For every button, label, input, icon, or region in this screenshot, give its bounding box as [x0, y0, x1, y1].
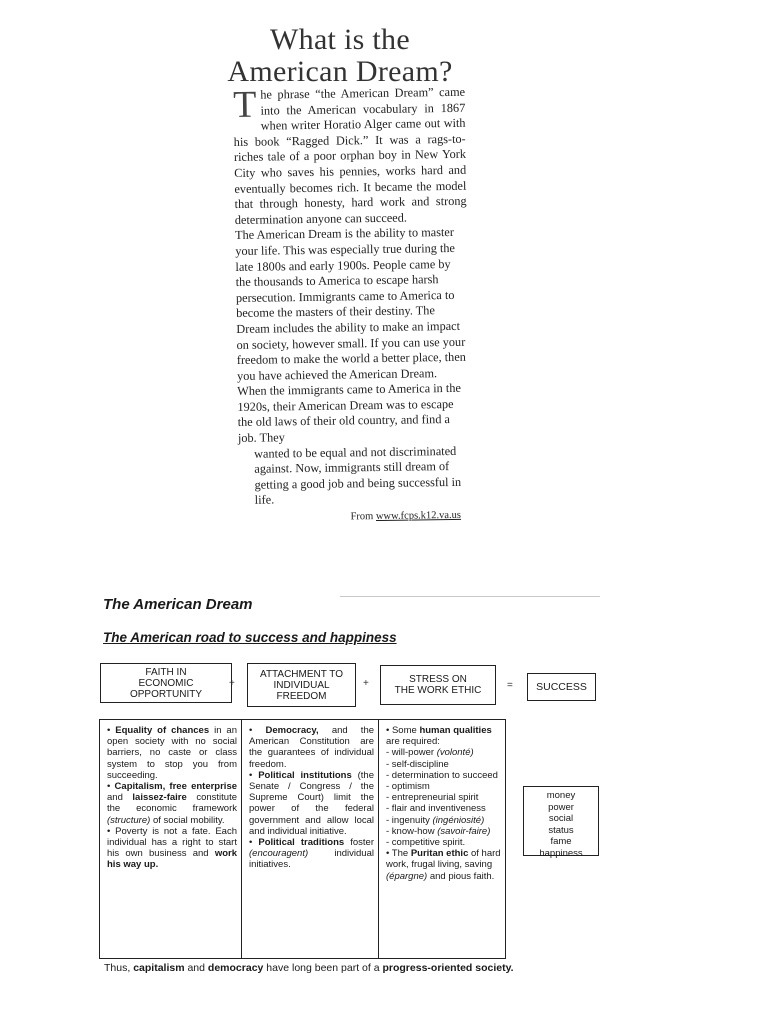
col1-text: in an open society with no social barriers, no caste or class system to stop you from succeeding.	[107, 725, 237, 781]
col1-text: and	[107, 792, 123, 804]
col1-text: of social mobility.	[152, 814, 225, 826]
plus-sign: +	[363, 678, 369, 689]
column-individual-freedom	[241, 719, 378, 959]
quality-optimism: - optimism	[386, 781, 430, 793]
box-faith-line-3: OPPORTUNITY	[129, 688, 203, 700]
quality-self-discipline: - self-discipline	[386, 758, 449, 770]
box-freedom-line-2: INDIVIDUAL	[273, 679, 330, 691]
col3-bullet-2: • The Puritan ethic of hard work, frugal living, saving (épargne) and pious faith.	[386, 848, 501, 882]
col3-italic-text: (ingéniosité)	[432, 814, 485, 826]
conclusion-sentence	[104, 962, 604, 974]
conclusion-bold-text: democracy	[207, 962, 264, 974]
article-title-line-2: American Dream?	[227, 55, 453, 88]
article-paragraph-1	[233, 85, 467, 229]
col1-text: constitute the economic framework	[107, 792, 237, 815]
plus-sign: +	[229, 678, 235, 689]
box-freedom-line-1: ATTACHMENT TO	[260, 668, 343, 680]
article-paragraph-1-text: he phrase “the American Dream” came into the American vocabulary in 1867 when writer Horatio Alger came out with his book “Ragged Dick.” It was a rags-to-riches tale of a poor orphan boy in New York City who saves his pennies, works hard and eventually becomes rich. It became the model that through honesty, hard work and strong determination anyone can succeed.	[233, 84, 467, 227]
col1-bold-text: work his way up.	[107, 848, 238, 871]
box-stress-on-work-ethic	[380, 665, 496, 705]
col3-bullet-1: • Some human qualities are required:	[386, 725, 492, 748]
conclusion-text: Thus,	[104, 962, 131, 974]
col2-bullet-1: • Democracy, and the American Constitution are the guarantees of individual freedom.	[249, 725, 375, 770]
box-success: SUCCESS	[527, 673, 596, 701]
box-faith-line-2: ECONOMIC	[138, 677, 194, 689]
quality-will-power	[386, 747, 501, 758]
success-item: fame	[550, 836, 572, 847]
col3-italic-text: (savoir-faire)	[437, 825, 491, 837]
source-link[interactable]: www.fcps.k12.va.us	[375, 509, 462, 523]
box-faith-in-economic-opportunity	[100, 663, 232, 703]
col2-bold-text: Political traditions	[258, 837, 345, 849]
col3-bold-text: human qualities	[419, 725, 492, 736]
col2-bold-text: Political institutions	[258, 769, 352, 781]
success-components-list	[523, 786, 599, 859]
col2-text: foster	[350, 837, 374, 849]
col3-text: of hard work, frugal living, saving	[386, 848, 501, 871]
article-body	[233, 85, 471, 527]
source-prefix: From	[350, 511, 374, 523]
conclusion-text: have long been part of a	[266, 962, 380, 974]
quality-determination: - determination to succeed	[386, 769, 498, 781]
drop-cap: T	[232, 83, 257, 126]
success-item: power	[548, 801, 574, 813]
col3-text: - know-how	[386, 825, 435, 837]
col1-bold-text: Capitalism, free enterprise	[114, 781, 238, 793]
box-attachment-to-freedom	[247, 663, 356, 707]
article-paragraph-3: wanted to be equal and not discriminated against. Now, immigrants still dream of getting a good job and being successful in life.	[254, 443, 462, 508]
section-subtitle: The American road to success and happiness	[103, 630, 397, 645]
column-work-ethic	[378, 719, 506, 959]
col3-text: The	[391, 848, 409, 860]
quality-know-how	[386, 826, 501, 837]
conclusion-text: and	[187, 962, 205, 974]
quality-competitive-spirit: - competitive spirit.	[386, 837, 466, 849]
col3-text: - ingenuity	[386, 814, 430, 826]
col1-bold-text: laissez-faire	[132, 792, 187, 804]
col2-italic-text: (encouragent)	[249, 848, 309, 860]
box-faith-line-1: FAITH IN	[145, 666, 187, 678]
col3-italic-text: (épargne)	[386, 870, 428, 882]
box-ethic-line-1: STRESS ON	[409, 674, 467, 685]
col3-text: and pious faith.	[429, 870, 495, 882]
col2-bullet-2: • Political institutions (the Senate / Congress / the Supreme Court) limit the power of the federal government and allow local and individual initiative.	[249, 769, 374, 837]
separator-line	[340, 596, 600, 597]
article-title	[200, 24, 480, 88]
column-economic-opportunity	[99, 719, 241, 959]
col3-text: Some	[391, 725, 417, 736]
col1-text: Poverty is not a fate. Each individual has a right to start his own business and	[107, 825, 237, 860]
equals-sign: =	[507, 680, 513, 691]
article-paragraph-2: The American Dream is the ability to master your life. This was especially true during the late 1800s and early 1900s. People came by the thousands to America to escape harsh persecution. Immigrants came to America to become the masters of their destiny. The Dream includes the ability to make an impact on society, however small. If you can use your freedom to make the world a better place, then you have achieved the American Dream. When the immigrants came to America in the 1920s, their American Dream was to escape the old laws of their old country, and find a job. They	[234, 225, 466, 446]
box-freedom-line-3: FREEDOM	[276, 690, 327, 702]
success-item: money	[546, 790, 576, 801]
conclusion-bold-text: capitalism	[133, 962, 185, 974]
col3-italic-text: (volonté)	[436, 747, 474, 759]
col1-bullet-3: • Poverty is not a fate. Each individual has a right to start his own business and work his way up.	[107, 825, 238, 871]
col3-bold-text: Puritan ethic	[410, 848, 469, 860]
box-ethic-line-2: THE WORK ETHIC	[394, 685, 482, 696]
col2-text: (the Senate / Congress / the Supreme Court) limit the power of the federal government and allow local and individual initiative.	[249, 769, 374, 837]
quality-ingenuity	[386, 815, 501, 826]
col1-bullet-1: • Equality of chances in an open society with no social barriers, no caste or class system to stop you from succeeding.	[107, 725, 237, 781]
col1-bullet-2: • Capitalism, free enterprise and laissez-faire constitute the economic framework (structure) of social mobility.	[107, 781, 238, 826]
col2-text: and the American Constitution are the guarantees of individual freedom.	[249, 725, 375, 770]
col1-italic-text: (structure)	[107, 814, 151, 826]
col3-text: are required:	[386, 736, 440, 748]
section-title: The American Dream	[103, 596, 253, 613]
col2-text: individual initiatives.	[249, 848, 374, 871]
quality-flair: - flair and inventiveness	[386, 803, 486, 815]
article-title-line-1: What is the	[270, 23, 410, 56]
col2-bullet-3: • Political traditions foster (encouragent) individual initiatives.	[249, 837, 374, 871]
col2-bold-text: Democracy,	[265, 725, 319, 736]
success-item: social	[548, 813, 574, 824]
success-item: status	[548, 824, 574, 836]
success-item: happiness	[539, 847, 583, 859]
article-source	[239, 508, 471, 527]
conclusion-bold-text: progress-oriented society.	[382, 962, 514, 974]
col1-bold-text: Equality of chances	[115, 725, 210, 736]
quality-entrepreneurial-spirit: - entrepreneurial spirit	[386, 792, 479, 804]
col3-text: - will-power	[386, 747, 435, 759]
